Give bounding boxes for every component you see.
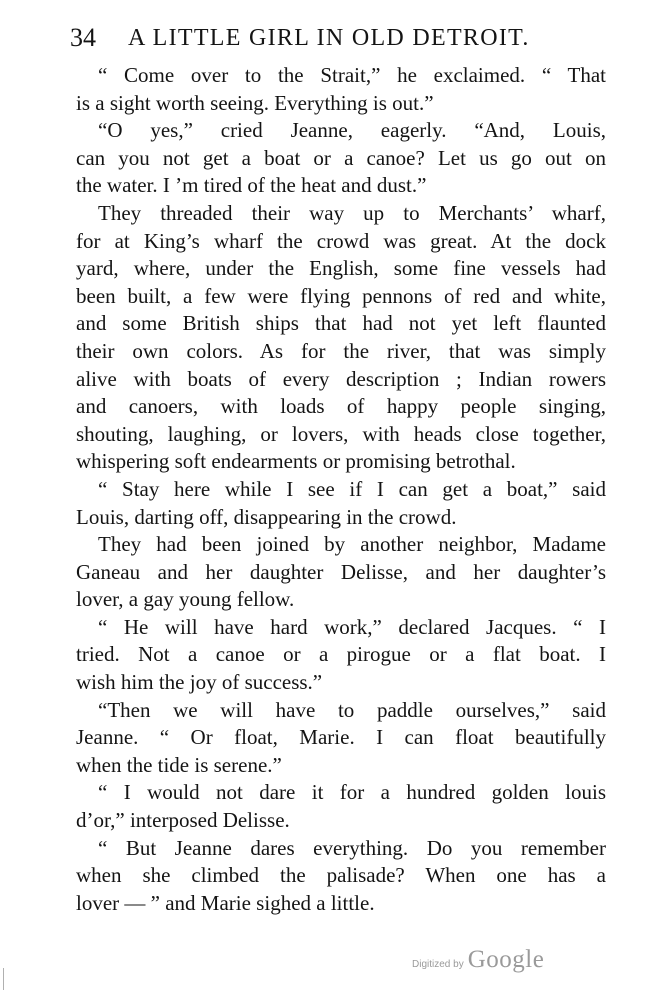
digitized-by-google-watermark: [412, 946, 544, 978]
text-line: is a sight worth seeing. Everything is out.”: [76, 90, 434, 115]
page-number: 34: [70, 23, 96, 52]
text-line: Louis, darting off, disappearing in the crowd.: [76, 504, 457, 529]
text-line: wish him the joy of success.”: [76, 670, 323, 695]
text-line: They threaded their way up to Merchants’ wharf,: [98, 200, 606, 225]
text-line: “Then we will have to paddle ourselves,” said: [98, 697, 606, 722]
text-line: “ But Jeanne dares everything. Do you remember: [98, 835, 606, 860]
text-line: They had been joined by another neighbor, Madame: [98, 532, 606, 557]
text-line: when she climbed the palisade? When one has a: [76, 863, 606, 888]
text-line: and some British ships that had not yet left flaunted: [76, 311, 606, 336]
google-logo: Google: [467, 946, 545, 973]
page-header: [70, 20, 610, 54]
text-line: lover, a gay young fellow.: [76, 587, 295, 612]
text-line: Jeanne. “ Or float, Marie. I can float beautifully: [76, 725, 606, 750]
text-line: shouting, laughing, or lovers, with heads close together,: [76, 421, 606, 446]
body-text: [76, 62, 606, 917]
watermark-prefix: Digitized by: [412, 959, 464, 970]
text-line: whispering soft endearments or promising betrothal.: [76, 449, 516, 474]
text-line: their own colors. As for the river, that was simply: [76, 338, 606, 363]
text-line: “ Stay here while I see if I can get a boat,” said: [98, 476, 606, 501]
text-line: “ He will have hard work,” declared Jacques. “ I: [98, 614, 606, 639]
text-line: when the tide is serene.”: [76, 752, 282, 777]
text-line: “ I would not dare it for a hundred golden louis: [98, 780, 606, 805]
running-title: A LITTLE GIRL IN OLD DETROIT.: [128, 25, 530, 51]
text-line: and canoers, with loads of happy people singing,: [76, 394, 606, 419]
text-line: for at King’s wharf the crowd was great. At the dock: [76, 228, 606, 253]
scan-edge-mark: [3, 968, 4, 990]
text-line: the water. I ’m tired of the heat and dust.”: [76, 173, 427, 198]
text-line: can you not get a boat or a canoe? Let us go out on: [76, 145, 606, 170]
text-line: d’or,” interposed Delisse.: [76, 808, 290, 833]
text-line: “O yes,” cried Jeanne, eagerly. “And, Louis,: [98, 118, 606, 143]
text-line: lover — ” and Marie sighed a little.: [76, 890, 375, 915]
text-line: Ganeau and her daughter Delisse, and her daughter’s: [76, 559, 606, 584]
text-line: “ Come over to the Strait,” he exclaimed. “ That: [98, 63, 606, 87]
text-line: been built, a few were flying pennons of red and white,: [76, 283, 606, 308]
text-line: alive with boats of every description ; Indian rowers: [76, 366, 606, 391]
text-line: yard, where, under the English, some fine vessels had: [76, 256, 606, 281]
text-line: tried. Not a canoe or a pirogue or a flat boat. I: [76, 642, 606, 667]
